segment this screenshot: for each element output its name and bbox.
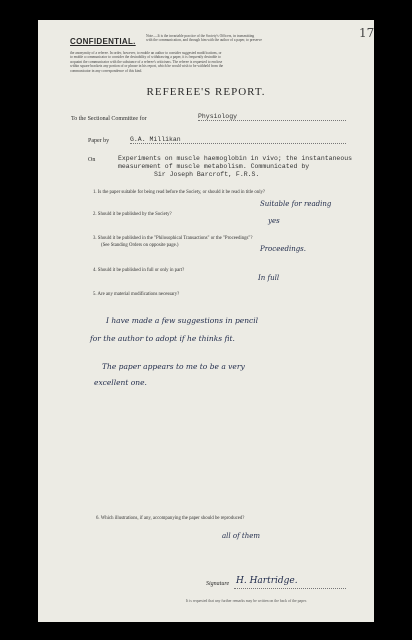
paper-title xyxy=(118,155,368,179)
paper-title-line: Sir Joseph Barcroft, F.R.S. xyxy=(154,171,260,178)
signature-line xyxy=(234,588,346,589)
paper-title-line: measurement of muscle metabolism. Communicated by xyxy=(118,163,310,170)
note-line: communicator in any correspondence of this kind. xyxy=(70,68,143,73)
referee-report-page xyxy=(38,20,374,622)
report-title: REFEREE'S REPORT. xyxy=(146,86,266,98)
signature: H. Hartridge. xyxy=(236,576,298,586)
paper-by-value: G.A. Millikan xyxy=(130,136,346,144)
answer-1: Suitable for reading xyxy=(260,200,332,208)
question-5: 5. Are any material modifications necessary? xyxy=(93,292,180,297)
question-3: 3. Should it be published in the "Philosophical Transactions" or the "Proceedings"? xyxy=(93,236,253,241)
note-line: Note.—It is the invariable practice of the Society's Officers, in transmitting xyxy=(146,34,255,38)
page-number: 17 xyxy=(359,26,375,40)
comment-line: I have made a few suggestions in pencil xyxy=(106,316,259,325)
answer-3: Proceedings. xyxy=(260,245,307,253)
answer-4: In full xyxy=(258,274,280,282)
question-4: 4. Should it be published in full or only in part? xyxy=(93,268,185,273)
confidential-heading: CONFIDENTIAL. xyxy=(70,37,136,46)
comment-line: The paper appears to me to be a very xyxy=(102,362,245,371)
comment-line: for the author to adopt if he thinks fit. xyxy=(90,334,235,343)
question-2: 2. Should it be published by the Society? xyxy=(93,212,172,217)
committee-value: Physiology xyxy=(198,113,346,121)
answer-6: all of them xyxy=(222,532,261,540)
paper-title-line: Experiments on muscle haemoglobin in vivo; the instantaneous xyxy=(118,155,353,162)
answer-2: yes xyxy=(268,217,280,225)
question-1: 1. Is the paper suitable for being read before the Society, or should it be read in title only? xyxy=(93,190,266,195)
question-6: 6. Which illustrations, if any, accompanying the paper should be reproduced? xyxy=(96,516,245,521)
footnote: It is requested that any further remarks may be written on the back of the paper. xyxy=(186,599,307,603)
confidentiality-note-continued xyxy=(70,51,350,73)
on-label: On xyxy=(88,157,96,163)
comment-line: excellent one. xyxy=(94,378,147,387)
note-line: with the communication, and through him with the author of a paper, to preserve xyxy=(146,38,262,43)
question-3-note: (See Standing Orders on opposite page.) xyxy=(101,243,179,248)
paper-by-label: Paper by xyxy=(88,138,110,144)
note-line: the anonymity of a referee. In order, however, to enable an author to consider suggested modifications, or xyxy=(70,51,222,55)
note-line: to enable a communicator to consider the desirability of withdrawing a paper, it is frequently desirable to xyxy=(70,55,221,60)
signature-label: Signature xyxy=(206,581,230,587)
confidentiality-note xyxy=(146,34,346,43)
committee-label: To the Sectional Committee for xyxy=(71,116,147,122)
note-line: acquaint the communicator with the substance of a referee's criticisms. The referee is requested to enclose xyxy=(70,59,223,64)
note-line: within square brackets any portion of or phrase in his report, which he would wish to be withheld from the xyxy=(70,64,224,69)
